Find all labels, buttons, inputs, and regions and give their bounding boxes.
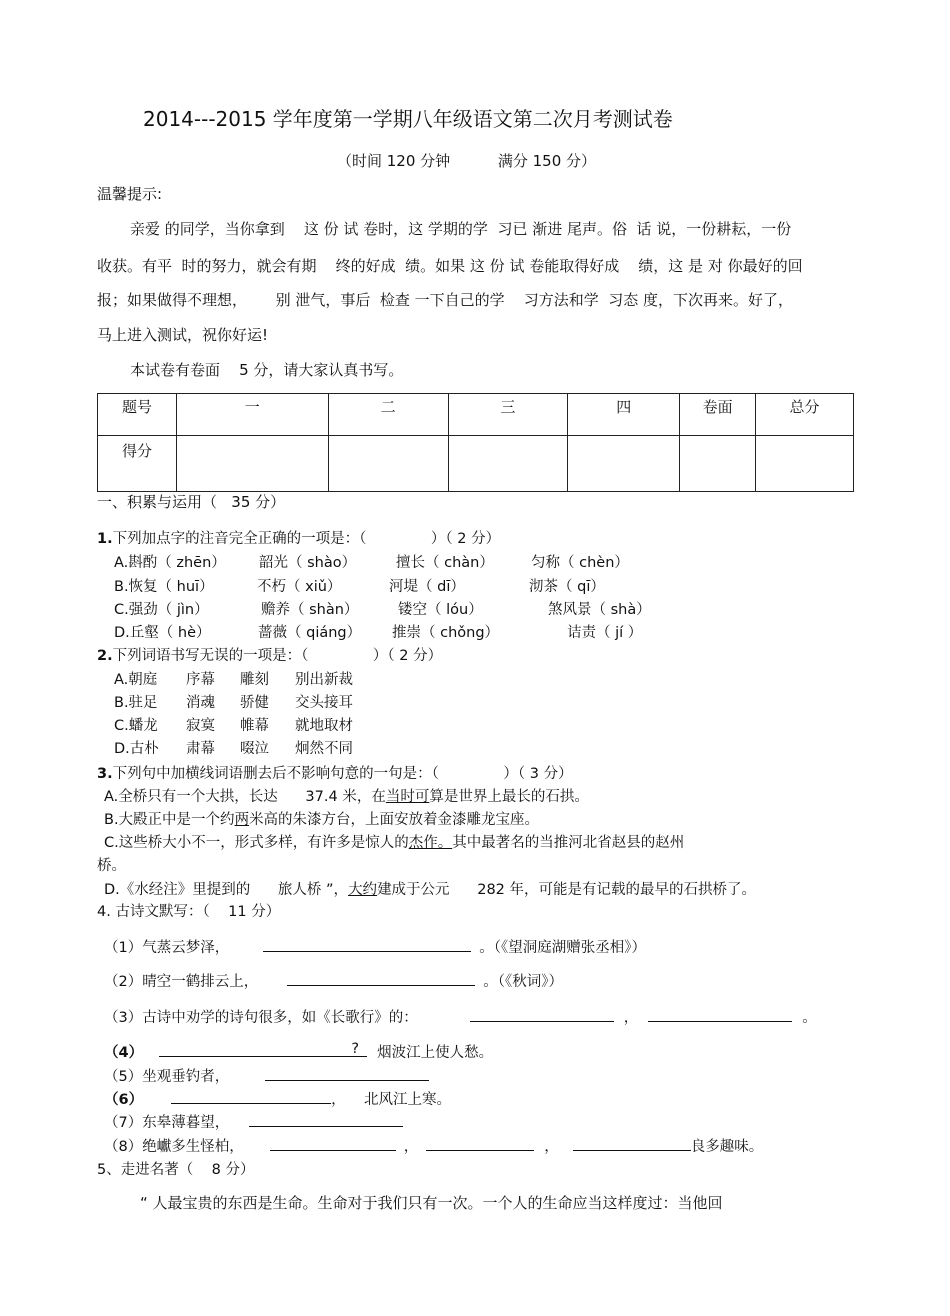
q3-d-text: D.《水经注》里提到的 旅人桥 ”， bbox=[104, 882, 349, 898]
score-cell[interactable] bbox=[448, 436, 568, 492]
tip-line-1: 亲爱 的同学，当你拿到 这 份 试 卷时，这 学期的学 习已 渐进 尾声。俗 话 说，一份耕耘，一份 bbox=[130, 220, 792, 238]
q2-option: 啜泣 bbox=[240, 741, 269, 757]
q2-option: 帷幕 bbox=[240, 718, 269, 734]
section-heading: 一、积累与运用（ 35 分） bbox=[97, 493, 286, 511]
question-5-stem: 5、走进名著（ 8 分） bbox=[97, 1162, 255, 1178]
q3-b-underlined: 两 bbox=[234, 812, 250, 828]
q3-c-text: C.这些桥大小不一，形式多样，有许多是惊人的 bbox=[104, 835, 409, 851]
q3-d-underlined: 大约 bbox=[348, 882, 378, 898]
q2-option: 别出新裁 bbox=[295, 672, 353, 688]
q2-option: 骄健 bbox=[240, 695, 269, 711]
q1-option: 擅长（ chàn） bbox=[396, 555, 494, 571]
score-cell[interactable] bbox=[756, 436, 854, 492]
tip-heading: 温馨提示: bbox=[97, 185, 163, 203]
q1-option: B.恢复（ huī） bbox=[114, 579, 214, 595]
q4-item-4-text: 烟波江上使人愁。 bbox=[377, 1045, 494, 1061]
q2-option: B.驻足 bbox=[114, 695, 158, 711]
answer-blank[interactable] bbox=[265, 1064, 429, 1081]
q1-option: 赡养（ shàn） bbox=[261, 602, 359, 618]
q3-option-a bbox=[104, 785, 589, 806]
question-4-stem: 4. 古诗文默写：（ 11 分） bbox=[97, 904, 281, 920]
table-header-cell: 二 bbox=[328, 394, 448, 436]
table-header-cell: 一 bbox=[176, 394, 328, 436]
q4-item-5 bbox=[104, 1064, 429, 1086]
q1-option: 镂空（ lóu） bbox=[398, 602, 483, 618]
q4-item-2-text: （2）晴空一鹤排云上， bbox=[104, 974, 259, 990]
q2-option: D.古朴 bbox=[114, 741, 159, 757]
q4-item-8 bbox=[104, 1134, 763, 1156]
q2-option: C.蟠龙 bbox=[114, 718, 158, 734]
answer-blank[interactable] bbox=[470, 1005, 614, 1022]
neatness-note: 本试卷有卷面 5 分，请大家认真书写。 bbox=[130, 361, 404, 379]
page-title: 2014---2015 学年度第一学期八年级语文第二次月考测试卷 bbox=[143, 107, 673, 131]
q3-d-text-end: 建成于公元 282 年，可能是有记载的最早的石拱桥了。 bbox=[377, 882, 757, 898]
score-cell[interactable] bbox=[568, 436, 680, 492]
table-header-cell: 总分 bbox=[756, 394, 854, 436]
q3-c-underlined: 杰作。 bbox=[408, 835, 453, 851]
answer-blank[interactable] bbox=[270, 1134, 396, 1151]
answer-blank[interactable] bbox=[648, 1005, 792, 1022]
q3-b-text: B.大殿正中是一个约 bbox=[104, 812, 235, 828]
q2-option: 炯然不同 bbox=[295, 741, 353, 757]
comma: ， bbox=[623, 1010, 639, 1026]
q2-option: 就地取材 bbox=[295, 718, 353, 734]
q1-option: 诘责（ jí ） bbox=[567, 625, 643, 641]
tip-line-2: 收获。有平 时的努力，就会有期 终的好成 绩。如果 这 份 试 卷能取得好成 绩，这 是 对 你最好的回 bbox=[97, 257, 803, 275]
question-1-stem: 1.下列加点字的注音完全正确的一项是：（ ）（ 2 分） bbox=[97, 531, 501, 547]
period: 。 bbox=[802, 1010, 817, 1026]
q4-item-5-text: （5）坐观垂钓者， bbox=[104, 1069, 230, 1085]
q3-a-text: A.全桥只有一个大拱，长达 37.4 米，在 bbox=[104, 789, 386, 805]
question-1-text: 下列加点字的注音完全正确的一项是：（ ）（ 2 分） bbox=[112, 531, 501, 547]
q1-option: 匀称（ chèn） bbox=[531, 555, 629, 571]
question-2-stem: 2.下列词语书写无误的一项是：（ ）（ 2 分） bbox=[97, 648, 443, 664]
tip-line-4: 马上进入测试，祝你好运! bbox=[97, 326, 269, 344]
q2-option: 序幕 bbox=[186, 672, 215, 688]
tip-line-3: 报；如果做得不理想， 别 泄气，事后 检查 一下自己的学 习方法和学 习态 度，下次再来。好了， bbox=[97, 291, 794, 309]
q4-item-2 bbox=[104, 969, 563, 991]
exam-time-score: （时间 120 分钟 满分 150 分） bbox=[337, 152, 597, 170]
score-table bbox=[97, 393, 854, 492]
question-3-text: 下列句中加横线词语删去后不影响句意的一句是：（ ）（ 3 分） bbox=[112, 766, 573, 782]
answer-blank[interactable] bbox=[263, 935, 471, 952]
q4-item-7 bbox=[104, 1110, 403, 1132]
q1-option: 推崇（ chǒng） bbox=[392, 625, 500, 641]
comma: ， bbox=[403, 1139, 419, 1155]
q4-item-1-source: 。（《望洞庭湖赠张丞相》） bbox=[479, 940, 646, 956]
table-header-cell: 三 bbox=[448, 394, 568, 436]
table-header-cell: 题号 bbox=[98, 394, 177, 436]
question-mark: ? bbox=[351, 1041, 360, 1057]
q4-item-8-text: （8）绝巘多生怪柏， bbox=[104, 1139, 244, 1155]
question-2-text: 下列词语书写无误的一项是：（ ）（ 2 分） bbox=[112, 648, 443, 664]
q3-option-c-continued: 桥。 bbox=[97, 858, 126, 874]
q3-a-text-end: 算是世界上最长的石拱。 bbox=[429, 789, 589, 805]
q1-option: 沏茶（ qī） bbox=[529, 579, 605, 595]
q3-b-text-end: 米高的朱漆方台，上面安放着金漆雕龙宝座。 bbox=[249, 812, 540, 828]
q2-option: 消魂 bbox=[186, 695, 215, 711]
table-header-cell: 四 bbox=[568, 394, 680, 436]
q3-a-underlined: 当时可 bbox=[385, 789, 430, 805]
table-header-cell: 卷面 bbox=[680, 394, 756, 436]
score-cell[interactable] bbox=[328, 436, 448, 492]
q2-option: 雕刻 bbox=[240, 672, 269, 688]
q2-option: 寂寞 bbox=[186, 718, 215, 734]
q1-option: 煞风景（ shà） bbox=[548, 602, 651, 618]
q4-item-2-source: 。（《秋词》） bbox=[483, 974, 563, 990]
q2-option: 交头接耳 bbox=[295, 695, 353, 711]
comma: ， bbox=[544, 1139, 559, 1155]
q1-option: 蔷薇（ qiáng） bbox=[258, 625, 362, 641]
question-3-stem: 3.下列句中加横线词语删去后不影响句意的一句是：（ ）（ 3 分） bbox=[97, 766, 573, 782]
q3-c-text-end: 其中最著名的当推河北省赵县的赵州 bbox=[452, 835, 685, 851]
answer-blank[interactable] bbox=[426, 1134, 534, 1151]
q4-item-3 bbox=[104, 1005, 817, 1027]
q4-item-3-text: （3）古诗中劝学的诗句很多，如《长歌行》的： bbox=[104, 1010, 418, 1026]
answer-blank[interactable] bbox=[249, 1110, 403, 1127]
q4-item-6-number: （6） bbox=[104, 1092, 144, 1108]
q4-item-8-end: 良多趣味。 bbox=[690, 1139, 764, 1155]
q2-option: 肃幕 bbox=[186, 741, 215, 757]
q4-item-7-text: （7）东皋薄暮望， bbox=[104, 1115, 230, 1131]
q1-option: 不朽（ xiǔ） bbox=[257, 579, 342, 595]
q4-item-1-text: （1）气蒸云梦泽， bbox=[104, 940, 230, 956]
q5-passage-line: “ 人最宝贵的东西是生命。生命对于我们只有一次。一个人的生命应当这样度过：当他回 bbox=[140, 1194, 723, 1212]
q1-option: A.斟酌（ zhēn） bbox=[114, 555, 226, 571]
answer-blank[interactable] bbox=[573, 1134, 691, 1151]
q4-item-4 bbox=[104, 1040, 493, 1062]
q4-item-6-text: ， 北风江上寒。 bbox=[331, 1092, 452, 1108]
q1-option: 河堤（ dī） bbox=[389, 579, 465, 595]
q4-item-4-number: （4） bbox=[104, 1045, 144, 1061]
score-cell[interactable] bbox=[680, 436, 756, 492]
score-row-label: 得分 bbox=[98, 436, 177, 492]
q4-item-1 bbox=[104, 935, 646, 957]
answer-blank[interactable] bbox=[287, 969, 475, 986]
q1-option: 韶光（ shào） bbox=[259, 555, 357, 571]
q1-option: D.丘壑（ hè） bbox=[114, 625, 211, 641]
score-cell[interactable] bbox=[176, 436, 328, 492]
q3-option-b bbox=[104, 808, 539, 829]
q2-option: A.朝庭 bbox=[114, 672, 158, 688]
answer-blank[interactable] bbox=[159, 1040, 367, 1057]
q1-option: C.强劲（ jìn） bbox=[114, 602, 209, 618]
answer-blank[interactable] bbox=[171, 1087, 331, 1104]
q3-option-c bbox=[104, 831, 684, 852]
q3-option-d bbox=[104, 878, 756, 899]
q4-item-6 bbox=[104, 1087, 451, 1109]
